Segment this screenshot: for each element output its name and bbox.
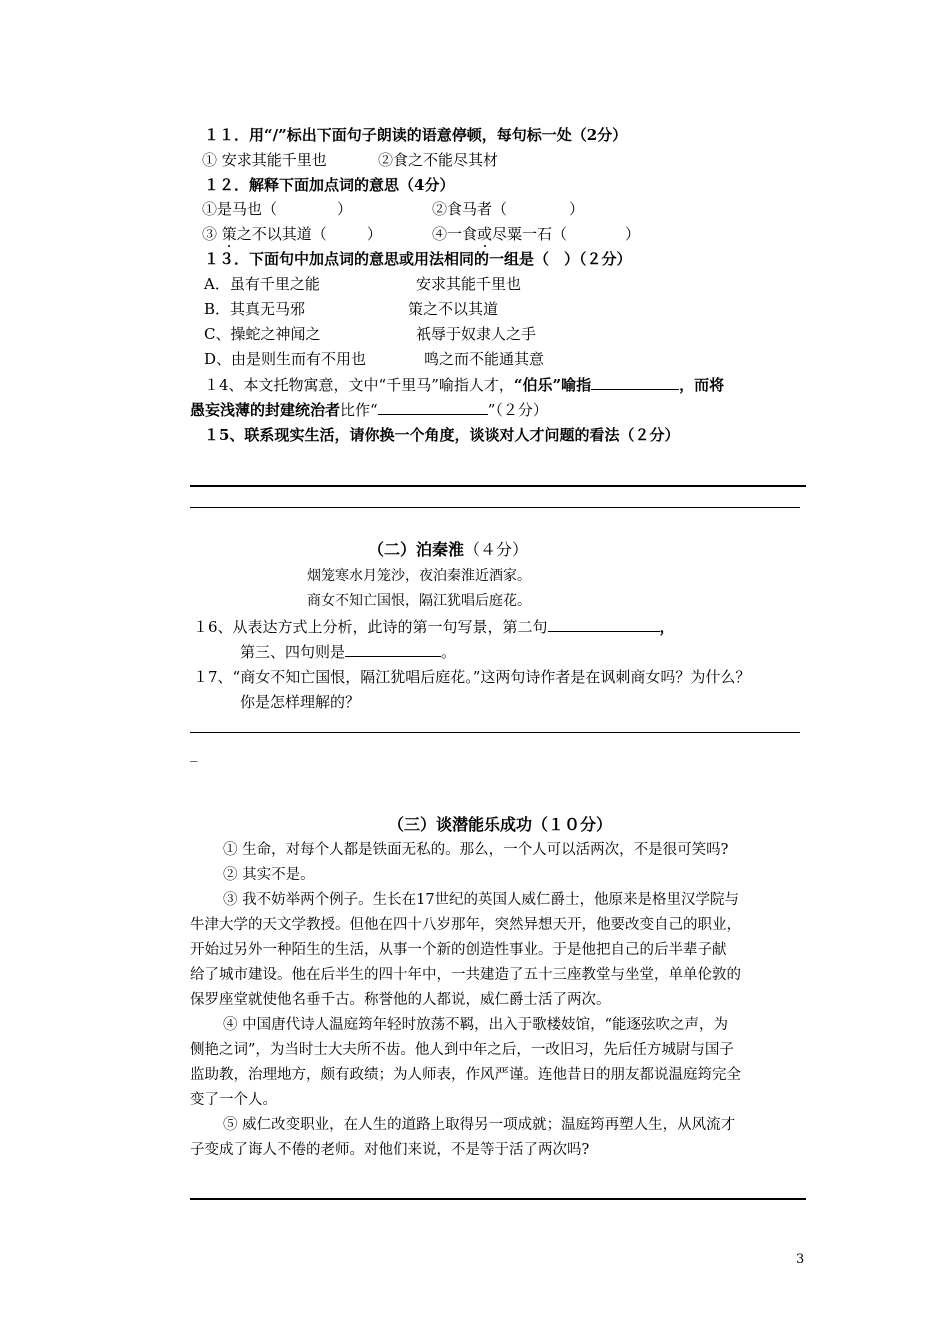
- q15-title: １5、联系现实生活，请你换一个角度，谈谈对人才问题的看法（２分）: [204, 426, 680, 444]
- q13-option-d1: D、由是则生而有不用也: [204, 350, 367, 368]
- passage-line: 开始过另外一种陌生的生活，从事一个新的创造性事业。于是他把自己的后半辈子献: [190, 942, 727, 958]
- page-number: 3: [796, 1252, 805, 1267]
- q13-option-d2: 鸣之而不能通其意: [424, 350, 545, 368]
- poem-line-2: 商女不知亡国恨，隔江犹唱后庭花。: [307, 593, 531, 609]
- q17-line-1: １7、“商女不知亡国恨，隔江犹唱后庭花。”这两句诗作者是在讽刺商女吗？为什么？: [193, 668, 751, 686]
- q13-option-c1: C、操蛇之神闻之: [204, 325, 321, 343]
- passage-line: ⑤ 威仁改变职业，在人生的道路上取得另一项成就；温庭筠再塑人生，从风流才: [223, 1117, 736, 1133]
- q12-item-4: ④一食或尽粟一石（ ）: [432, 225, 641, 243]
- q11-item-1: ① 安求其能千里也: [202, 151, 327, 169]
- q12-item-3: ③ 策之不以其道（ ）: [202, 225, 382, 243]
- q13-option-b1: B．其真无马邪: [204, 300, 306, 318]
- passage-line: ② 其实不是。: [223, 867, 315, 883]
- q13-option-a2: 安求其能千里也: [416, 275, 522, 293]
- section-2-title: （二）泊秦淮（４分）: [368, 540, 529, 559]
- q14-line-1: １4、本文托物寓意，文中“千里马”喻指人才，“伯乐”喻指 ，而将: [204, 376, 725, 394]
- q13-option-b2: 策之不以其道: [408, 300, 499, 318]
- passage-line: 监助教，治理地方，颇有政绩；为人师表，作风严谨。连他昔日的朋友都说温庭筠完全: [190, 1067, 741, 1083]
- section-3-title: （三）谈潜能乐成功（１０分）: [388, 815, 613, 834]
- q12-title: １２．解释下面加点词的意思（4分）: [204, 176, 455, 194]
- q12-item-1: ①是马也（ ）: [202, 200, 353, 218]
- q13-option-c2: 祇辱于奴隶人之手: [416, 325, 537, 343]
- q13-title: １３．下面句中加点词的意思或用法相同的一组是（ ）（２分）: [204, 250, 632, 268]
- q17-dash: _: [190, 744, 198, 762]
- passage-line: ④ 中国唐代诗人温庭筠年轻时放荡不羁，出入于歌楼妓馆，“能逐弦吹之声，为: [223, 1017, 729, 1033]
- passage-line: 子变成了诲人不倦的老师。对他们来说，不是等于活了两次吗?: [190, 1142, 590, 1158]
- q16-line-1: １6、从表达方式上分析，此诗的第一句写景，第二句 ，: [193, 618, 675, 636]
- passage-line: 侧艳之词”，为当时士大夫所不齿。他人到中年之后，一改旧习，先后任方城尉与国子: [190, 1042, 734, 1058]
- passage-line: ① 生命，对每个人都是铁面无私的。那么，一个人可以活两次，不是很可笑吗?: [223, 842, 729, 858]
- passage-line: 牛津大学的天文学教授。但他在四十八岁那年，突然异想天开，他要改变自己的职业，: [190, 917, 741, 933]
- q16-line-2: 第三、四句则是 。: [240, 643, 457, 661]
- q12-item-2: ②食马者（ ）: [432, 200, 585, 218]
- q11-item-2: ②食之不能尽其材: [378, 151, 499, 169]
- q11-title: １１．用“/”标出下面句子朗读的语意停顿，每句标一处（2分）: [204, 126, 628, 144]
- q17-line-2: 你是怎样理解的？: [240, 693, 361, 711]
- q13-option-a1: A．虽有千里之能: [204, 275, 320, 293]
- q14-line-2: 愚妄浅薄的封建统治者比作“ ”（２分）: [190, 401, 548, 419]
- answer-line: [190, 507, 800, 508]
- passage-line: 保罗座堂就使他名垂千古。称誉他的人都说，威仁爵士活了两次。: [190, 992, 611, 1008]
- answer-line-thick: [190, 485, 806, 487]
- poem-line-1: 烟笼寒水月笼沙，夜泊秦淮近酒家。: [307, 568, 531, 584]
- passage-line: 给了城市建设。他在后半生的四十年中，一共建造了五十三座教堂与坐堂，单单伦敦的: [190, 967, 741, 983]
- bottom-rule: [190, 1198, 806, 1200]
- passage-line: ③ 我不妨举两个例子。生长在17世纪的英国人威仁爵士，他原来是格里汉学院与: [223, 892, 740, 908]
- q17-answer-line: [190, 732, 800, 733]
- passage-line: 变了一个人。: [190, 1092, 277, 1108]
